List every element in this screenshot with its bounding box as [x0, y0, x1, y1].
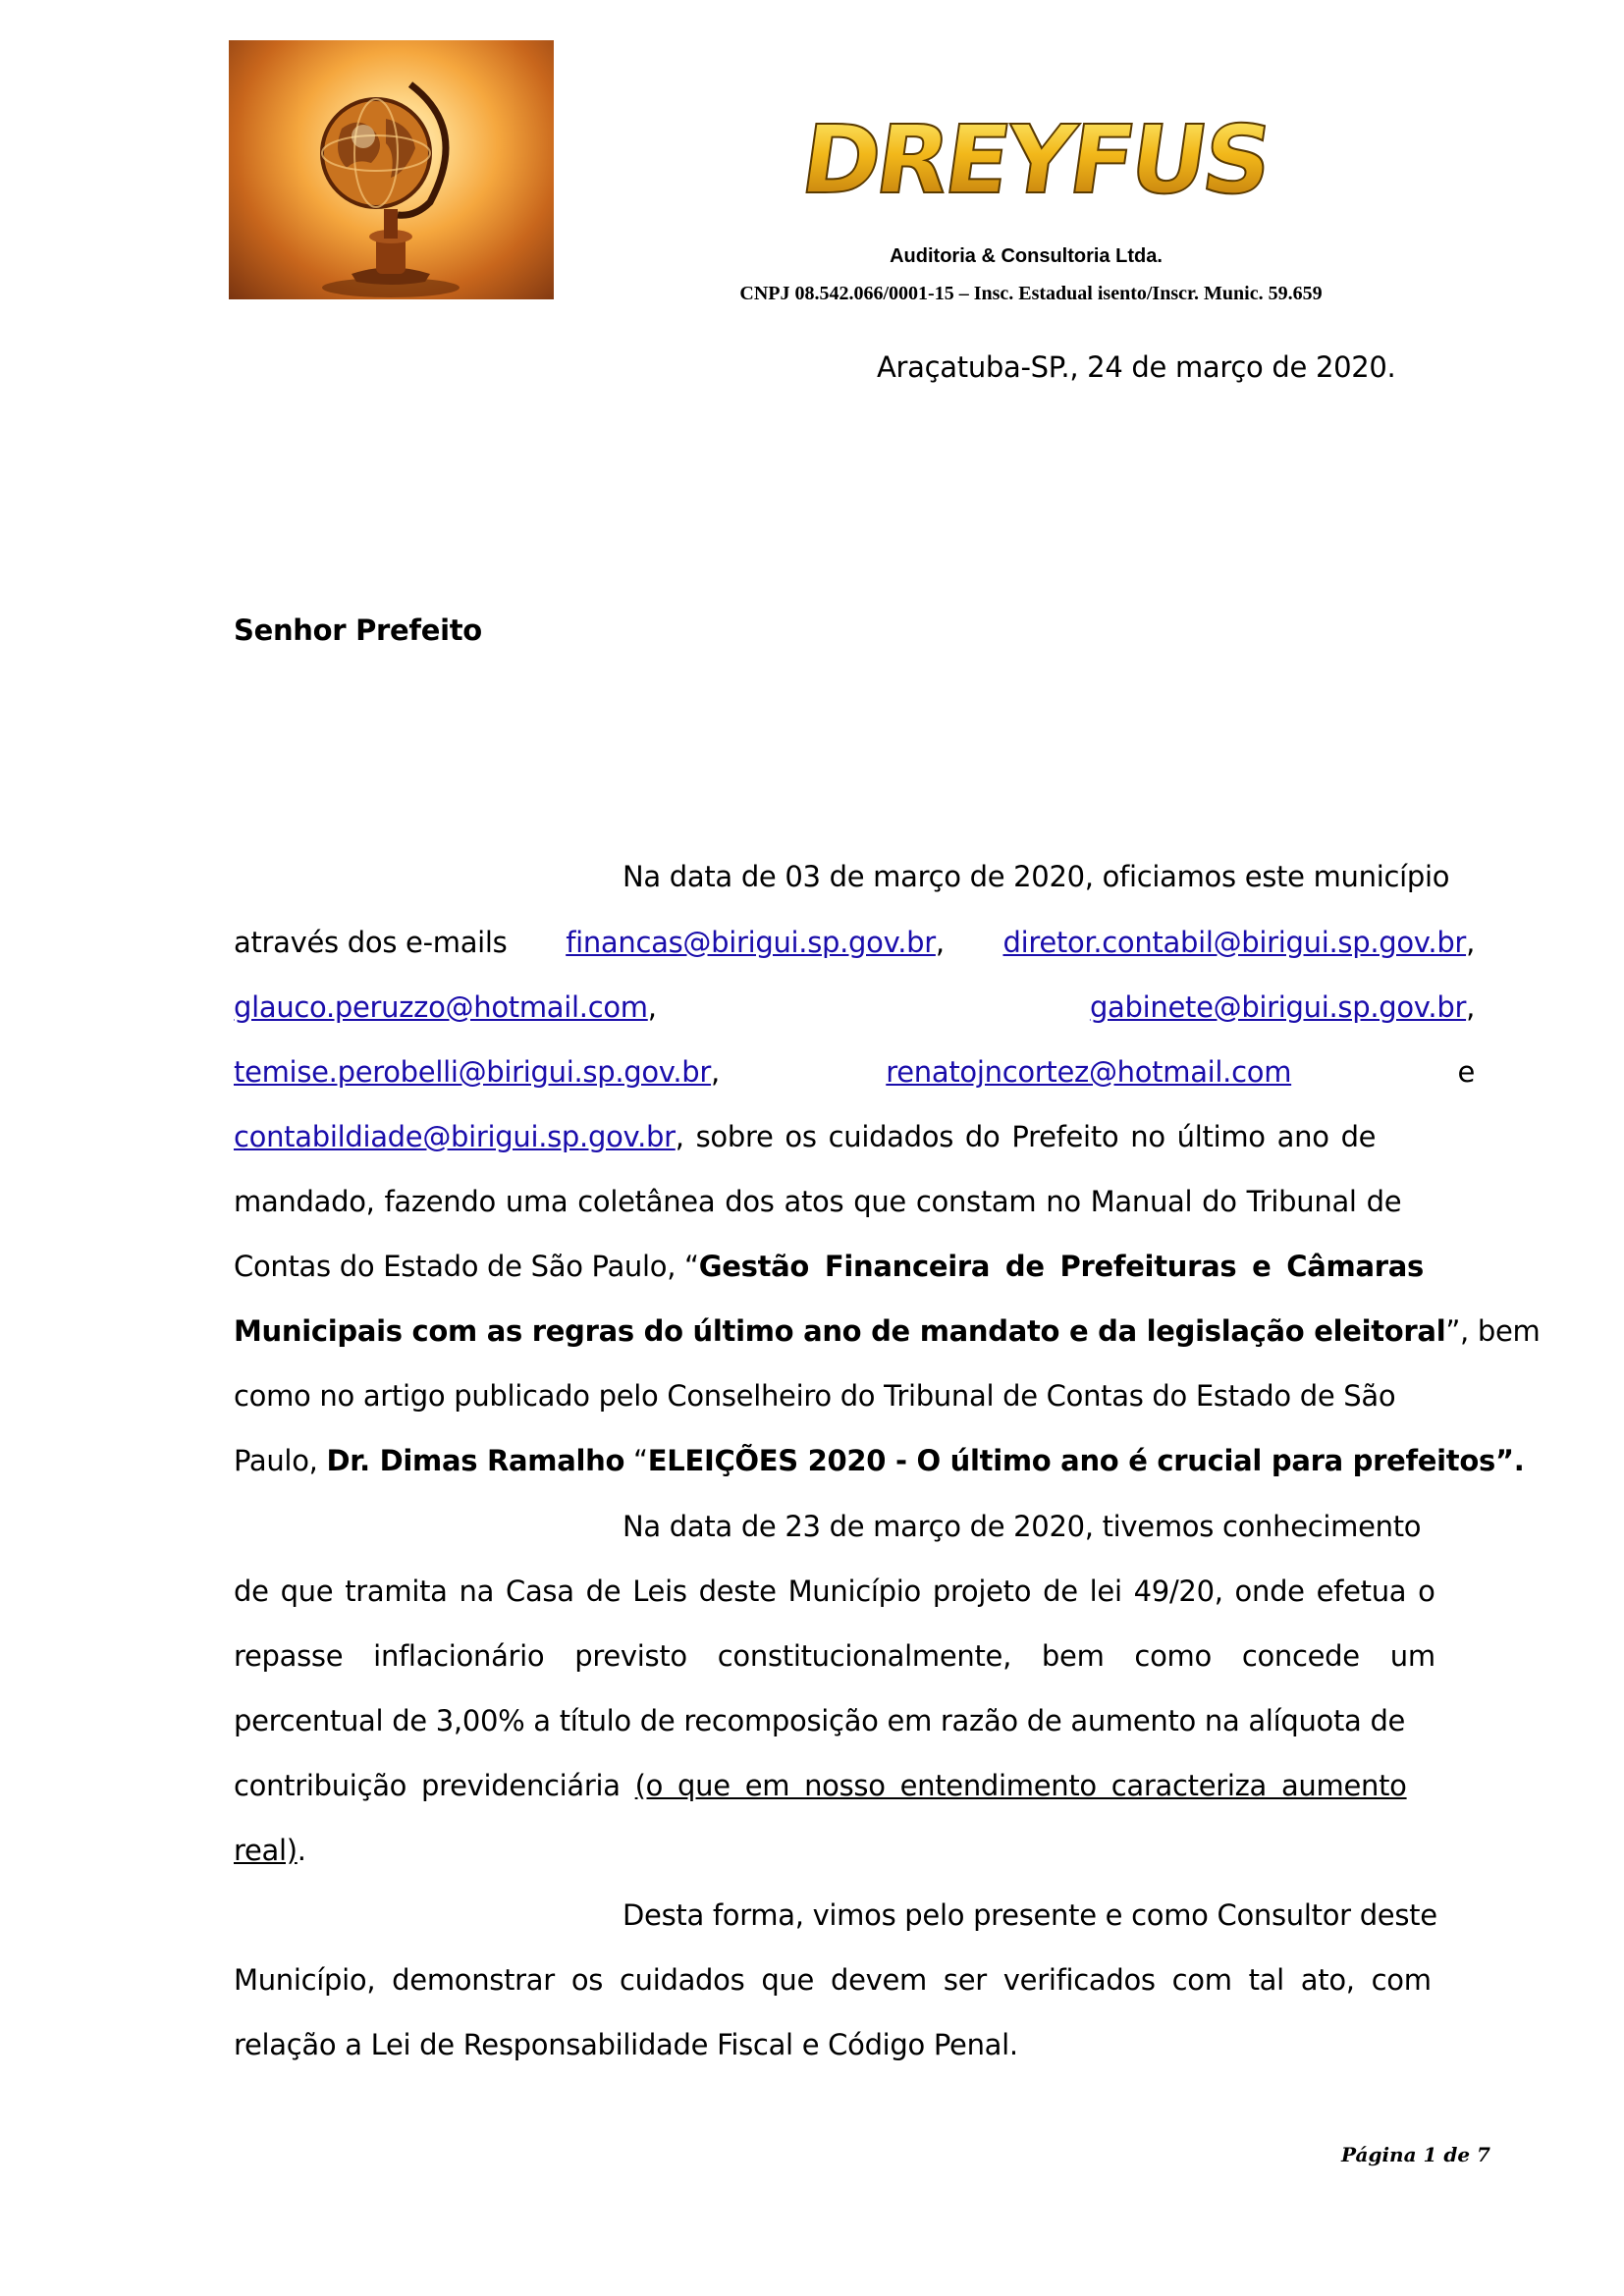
company-name: Auditoria & Consultoria Ltda. — [890, 245, 1163, 267]
email-link[interactable]: renatojncortez@hotmail.com — [886, 1055, 1292, 1089]
paragraph-line: através dos e-mails financas@birigui.sp.gov.br, diretor.contabil@birigui.sp.gov.br, — [234, 926, 1475, 959]
paragraph-line: como no artigo publicado pelo Conselheiro do Tribunal de Contas do Estado de São — [234, 1379, 1396, 1413]
email-link[interactable]: gabinete@birigui.sp.gov.br — [1089, 990, 1467, 1024]
email-link[interactable]: contabildiade@birigui.sp.gov.br — [234, 1120, 676, 1153]
salutation: Senhor Prefeito — [234, 614, 482, 647]
paragraph-line: percentual de 3,00% a título de recomposição em razão de aumento na alíquota de — [234, 1704, 1406, 1737]
email-link[interactable]: diretor.contabil@birigui.sp.gov.br — [1002, 926, 1467, 959]
email-link[interactable]: temise.perobelli@birigui.sp.gov.br — [234, 1055, 712, 1089]
paragraph-line: Município, demonstrar os cuidados que devem ser verificados com tal ato, com — [234, 1963, 1432, 1997]
paragraph-line: Na data de 03 de março de 2020, oficiamos este município — [623, 860, 1450, 893]
paragraph-line: Desta forma, vimos pelo presente e como Consultor deste — [623, 1898, 1437, 1932]
company-registration: CNPJ 08.542.066/0001-15 – Insc. Estadual isento/Inscr. Munic. 59.659 — [739, 283, 1323, 304]
paragraph-line: repasse inflacionário previsto constitucionalmente, bem como concede um — [234, 1639, 1435, 1673]
paragraph-line: Contas do Estado de São Paulo, “Gestão Financeira de Prefeituras e Câmaras — [234, 1250, 1424, 1283]
paragraph-line: relação a Lei de Responsabilidade Fiscal e Código Penal. — [234, 2028, 1018, 2061]
globe-photo — [229, 40, 554, 299]
paragraph-line: de que tramita na Casa de Leis deste Município projeto de lei 49/20, onde efetua o — [234, 1575, 1435, 1608]
logo-text: DREYFUS — [794, 104, 1275, 215]
paragraph-line: contabildiade@birigui.sp.gov.br, sobre os cuidados do Prefeito no último ano de — [234, 1120, 1377, 1153]
paragraph-line: Na data de 23 de março de 2020, tivemos conhecimento — [623, 1510, 1422, 1543]
globe-icon — [229, 40, 554, 299]
email-link[interactable]: glauco.peruzzo@hotmail.com — [234, 990, 648, 1024]
paragraph-line: Paulo, Dr. Dimas Ramalho “ELEIÇÕES 2020 - O último ano é crucial para prefeitos”. — [234, 1444, 1525, 1477]
company-logo — [794, 77, 1275, 215]
paragraph-line: glauco.peruzzo@hotmail.com, gabinete@birigui.sp.gov.br, — [234, 990, 1475, 1024]
paragraph-line: real). — [234, 1834, 306, 1867]
paragraph-line: Municipais com as regras do último ano de mandato e da legislação eleitoral”, bem — [234, 1314, 1541, 1348]
paragraph-line: contribuição previdenciária (o que em nosso entendimento caracteriza aumento — [234, 1769, 1407, 1802]
email-link[interactable]: financas@birigui.sp.gov.br — [566, 926, 936, 959]
paragraph-line: mandado, fazendo uma coletânea dos atos que constam no Manual do Tribunal de — [234, 1185, 1402, 1218]
paragraph-line: temise.perobelli@birigui.sp.gov.br, renatojncortez@hotmail.com e — [234, 1049, 1475, 1095]
letter-date: Araçatuba-SP., 24 de março de 2020. — [877, 350, 1396, 384]
page-number: Página 1 de 7 — [1341, 2143, 1490, 2166]
